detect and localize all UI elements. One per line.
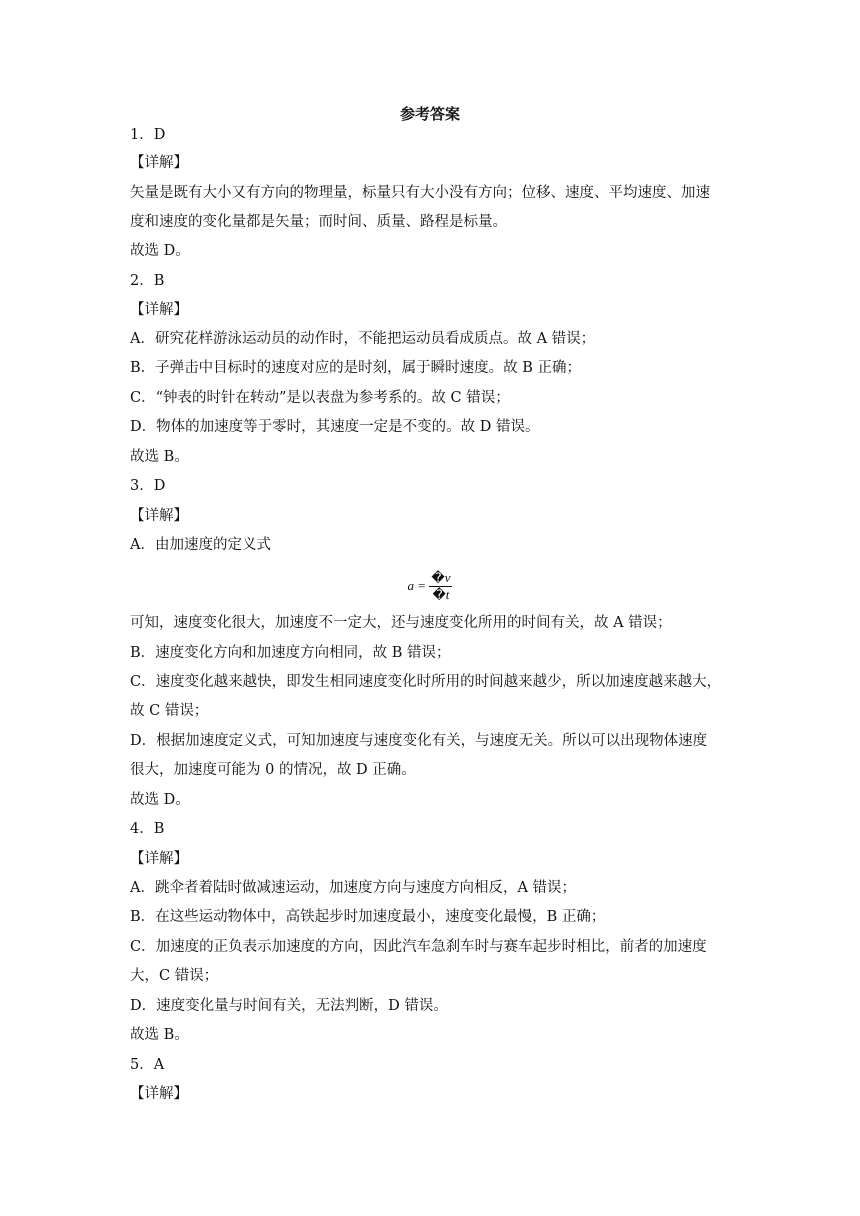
formula-fraction (429, 570, 452, 603)
option-line: B．速度变化方向和加速度方向相同，故 B 错误； (130, 645, 451, 661)
paragraph-line: 可知，速度变化很大，加速度不一定大，还与速度变化所用的时间有关，故 A 错误； (130, 615, 672, 631)
formula-lhs: a (407, 578, 415, 593)
answer-number: 5．A (130, 1057, 165, 1073)
formula-numerator: �v (431, 569, 451, 585)
paragraph-line: 故 C 错误； (130, 703, 209, 719)
detail-label: 【详解】 (130, 155, 188, 171)
answer-number: 1．D (130, 127, 166, 143)
option-line: B．在这些运动物体中，高铁起步时加速度最小，速度变化最慢，B 正确； (130, 909, 606, 925)
answer-number: 2．B (130, 273, 165, 289)
option-line: D．物体的加速度等于零时，其速度一定是不变的。故 D 错误。 (130, 419, 540, 435)
paragraph-line: 度和速度的变化量都是矢量；而时间、质量、路程是标量。 (130, 214, 507, 230)
answer-number: 4．B (130, 821, 165, 837)
answer-number: 3．D (130, 478, 166, 494)
option-line: A．由加速度的定义式 (130, 537, 271, 553)
option-line: B．子弹击中目标时的速度对应的是时刻，属于瞬时速度。故 B 正确； (130, 360, 582, 376)
formula-denominator: �t (432, 586, 450, 602)
option-line: A．跳伞者着陆时做减速运动，加速度方向与速度方向相反，A 错误； (130, 880, 577, 896)
formula-equals: = (418, 578, 426, 593)
option-line: C．“钟表的时针在转动”是以表盘为参考系的。故 C 错误； (130, 390, 510, 406)
detail-label: 【详解】 (130, 851, 188, 867)
option-line: C．速度变化越来越快，即发生相同速度变化时所用的时间越来越少，所以加速度越来越大， (130, 674, 722, 690)
conclusion-line: 故选 B。 (130, 1027, 189, 1043)
paragraph-line: 很大，加速度可能为 0 的情况，故 D 正确。 (130, 762, 416, 778)
conclusion-line: 故选 B。 (130, 449, 189, 465)
acceleration-formula (0, 566, 860, 606)
paragraph-line: 矢量是既有大小又有方向的物理量，标量只有大小没有方向；位移、速度、平均速度、加速 (130, 185, 710, 201)
option-line: A．研究花样游泳运动员的动作时，不能把运动员看成质点。故 A 错误； (130, 331, 596, 347)
conclusion-line: 故选 D。 (130, 792, 190, 808)
conclusion-line: 故选 D。 (130, 243, 190, 259)
detail-label: 【详解】 (130, 302, 188, 318)
detail-label: 【详解】 (130, 508, 188, 524)
option-line: D．根据加速度定义式，可知加速度与速度变化有关，与速度无关。所以可以出现物体速度 (130, 733, 708, 749)
page-title: 参考答案 (399, 105, 460, 123)
option-line: C．加速度的正负表示加速度的方向，因此汽车急刹车时与赛车起步时相比，前者的加速度 (130, 939, 707, 955)
option-line: D．速度变化量与时间有关，无法判断，D 错误。 (130, 998, 448, 1014)
detail-label: 【详解】 (130, 1086, 188, 1102)
paragraph-line: 大，C 错误； (130, 968, 219, 984)
